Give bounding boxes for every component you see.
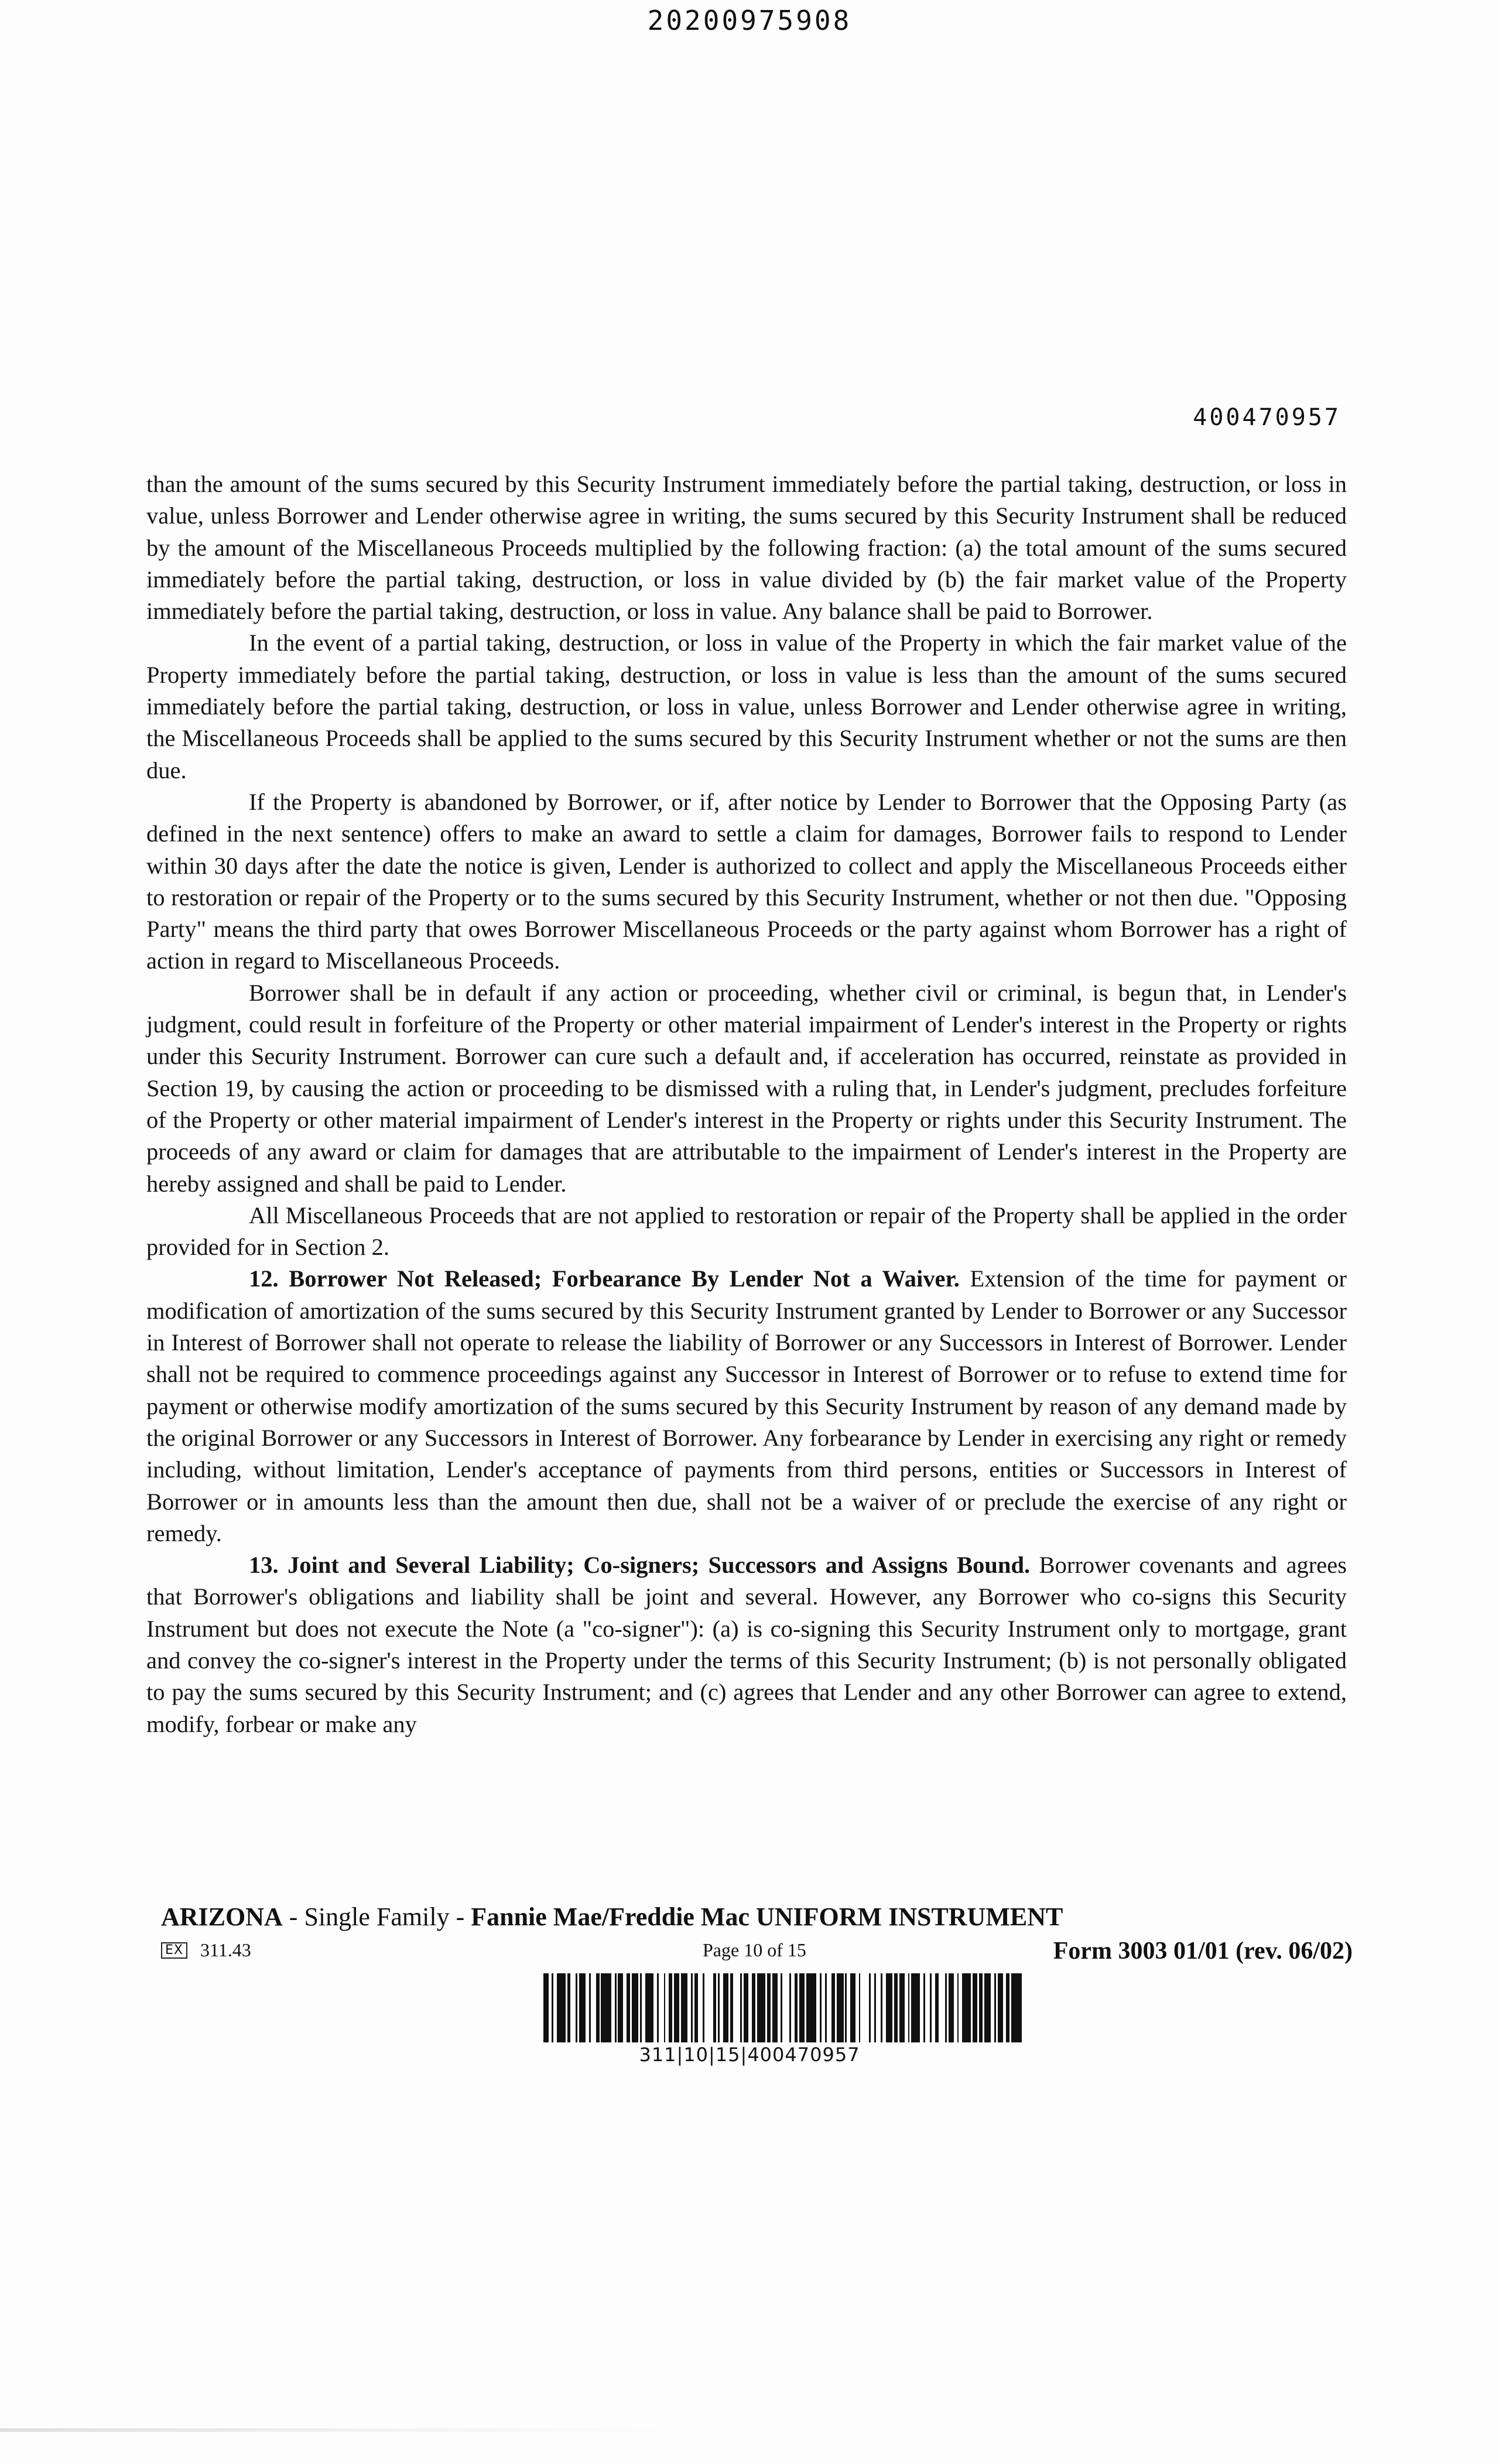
- section-13-text: Borrower covenants and agrees that Borrower's obligations and liability shall be joint and several. However, any Borrower who co-signs this Security Instrument but does not execute the Note (a "co-signer"): (a) is co-signing this Security Instrument only to mortgage, grant and convey the co-signer's interest in the Property under the terms of this Security Instrument; (b) is not personally obligated to pay the sums secured by this Security Instrument; and (c) agrees that Lender and any other Borrower can agree to extend, modify, forbear or make any: [146, 1552, 1347, 1737]
- barcode-caption: 311|10|15|400470957: [639, 2044, 860, 2066]
- page-number: Page 10 of 15: [703, 1939, 806, 1960]
- footer-separator: -: [449, 1902, 471, 1931]
- section-12-text: Extension of the time for payment or modification of amortization of the sums secured by this Security Instrument granted by Lender to Borrower or any Successor in Interest of Borrower shall not operate to release the liability of Borrower or any Successors in Interest of Borrower. Lender shall not be required to commence proceedings against any Successor in Interest of Borrower or to refuse to extend time for payment or otherwise modify amortization of the sums secured by this Security Instrument by reason of any demand made by the original Borrower or any Successors in Interest of Borrower. Any forbearance by Lender in exercising any right or remedy including, without limitation, Lender's acceptance of payments from third persons, entities or Successors in Interest of Borrower or in amounts less than the amount then due, shall not be a waiver of or preclude the exercise of any right or remedy.: [146, 1265, 1347, 1546]
- footer-instrument: Fannie Mae/Freddie Mac UNIFORM INSTRUMENT: [471, 1902, 1063, 1931]
- paragraph-text: If the Property is abandoned by Borrower, or if, after notice by Lender to Borrower that the Opposing Party (as defined in the next sentence) offers to make an award to settle a claim for damages, Borrower fails to respond to Lender within 30 days after the date the notice is given, Lender is authorized to collect and apply the Miscellaneous Proceeds either to restoration or repair of the Property or to the sums secured by this Security Instrument, whether or not then due. "Opposing Party" means the third party that owes Borrower Miscellaneous Proceeds or the party against whom Borrower has a right of action in regard to Miscellaneous Proceeds.: [146, 788, 1347, 974]
- form-code-group: [161, 1939, 251, 1961]
- footer-title: [161, 1902, 1063, 1932]
- footer-separator: -: [282, 1902, 304, 1931]
- loan-number: 400470957: [1193, 404, 1341, 431]
- document-body: [146, 468, 1347, 1740]
- footer-state: ARIZONA: [161, 1902, 283, 1931]
- ex-badge-icon: EX: [161, 1942, 187, 1959]
- paragraph-partial-taking-less: [146, 627, 1347, 786]
- paragraph-text: All Miscellaneous Proceeds that are not applied to restoration or repair of the Property shall be applied in the order provided for in Section 2.: [146, 1202, 1347, 1261]
- paragraph-text: In the event of a partial taking, destruction, or loss in value of the Property in which the fair market value of the Property immediately before the partial taking, destruction, or loss in value is less than the amount of the sums secured immediately before the partial taking, destruction, or loss in value, unless Borrower and Lender otherwise agree in writing, the Miscellaneous Proceeds shall be applied to the sums secured by this Security Instrument whether or not the sums are then due.: [146, 629, 1347, 783]
- paragraph-abandonment: [146, 786, 1347, 977]
- paragraph-unapplied-proceeds: [146, 1200, 1347, 1264]
- paragraph-text: than the amount of the sums secured by this Security Instrument immediately before the partial taking, destruction, or loss in value, unless Borrower and Lender otherwise agree in writing, the sums secured by this Security Instrument shall be reduced by the amount of the Miscellaneous Proceeds multiplied by the following fraction: (a) the total amount of the sums secured immediately before the partial taking, destruction, or loss in value divided by (b) the fair market value of the Property immediately before the partial taking, destruction, or loss in value. Any balance shall be paid to Borrower.: [146, 471, 1347, 625]
- form-number: Form 3003 01/01 (rev. 06/02): [1053, 1938, 1353, 1965]
- paragraph-default-proceeding: [146, 977, 1347, 1200]
- footer-row: [161, 1937, 1353, 1963]
- footer-family: Single Family: [304, 1902, 450, 1931]
- section-12: [146, 1263, 1347, 1549]
- barcode-icon: [543, 1973, 1024, 2042]
- section-12-heading: 12. Borrower Not Released; Forbearance By Lender Not a Waiver.: [249, 1265, 960, 1292]
- section-13: [146, 1549, 1347, 1740]
- section-13-heading: 13. Joint and Several Liability; Co-signers; Successors and Assigns Bound.: [249, 1552, 1031, 1579]
- form-code: 311.43: [200, 1939, 251, 1960]
- recording-number: 20200975908: [647, 5, 852, 36]
- scan-artifact: [0, 2428, 673, 2432]
- paragraph-continuation: [146, 468, 1347, 627]
- paragraph-text: Borrower shall be in default if any action or proceeding, whether civil or criminal, is begun that, in Lender's judgment, could result in forfeiture of the Property or other material impairment of Lender's interest in the Property or rights under this Security Instrument. Borrower can cure such a default and, if acceleration has occurred, reinstate as provided in Section 19, by causing the action or proceeding to be dismissed with a ruling that, in Lender's judgment, precludes forfeiture of the Property or other material impairment of Lender's interest in the Property or rights under this Security Instrument. The proceeds of any award or claim for damages that are attributable to the impairment of Lender's interest in the Property are hereby assigned and shall be paid to Lender.: [146, 979, 1347, 1197]
